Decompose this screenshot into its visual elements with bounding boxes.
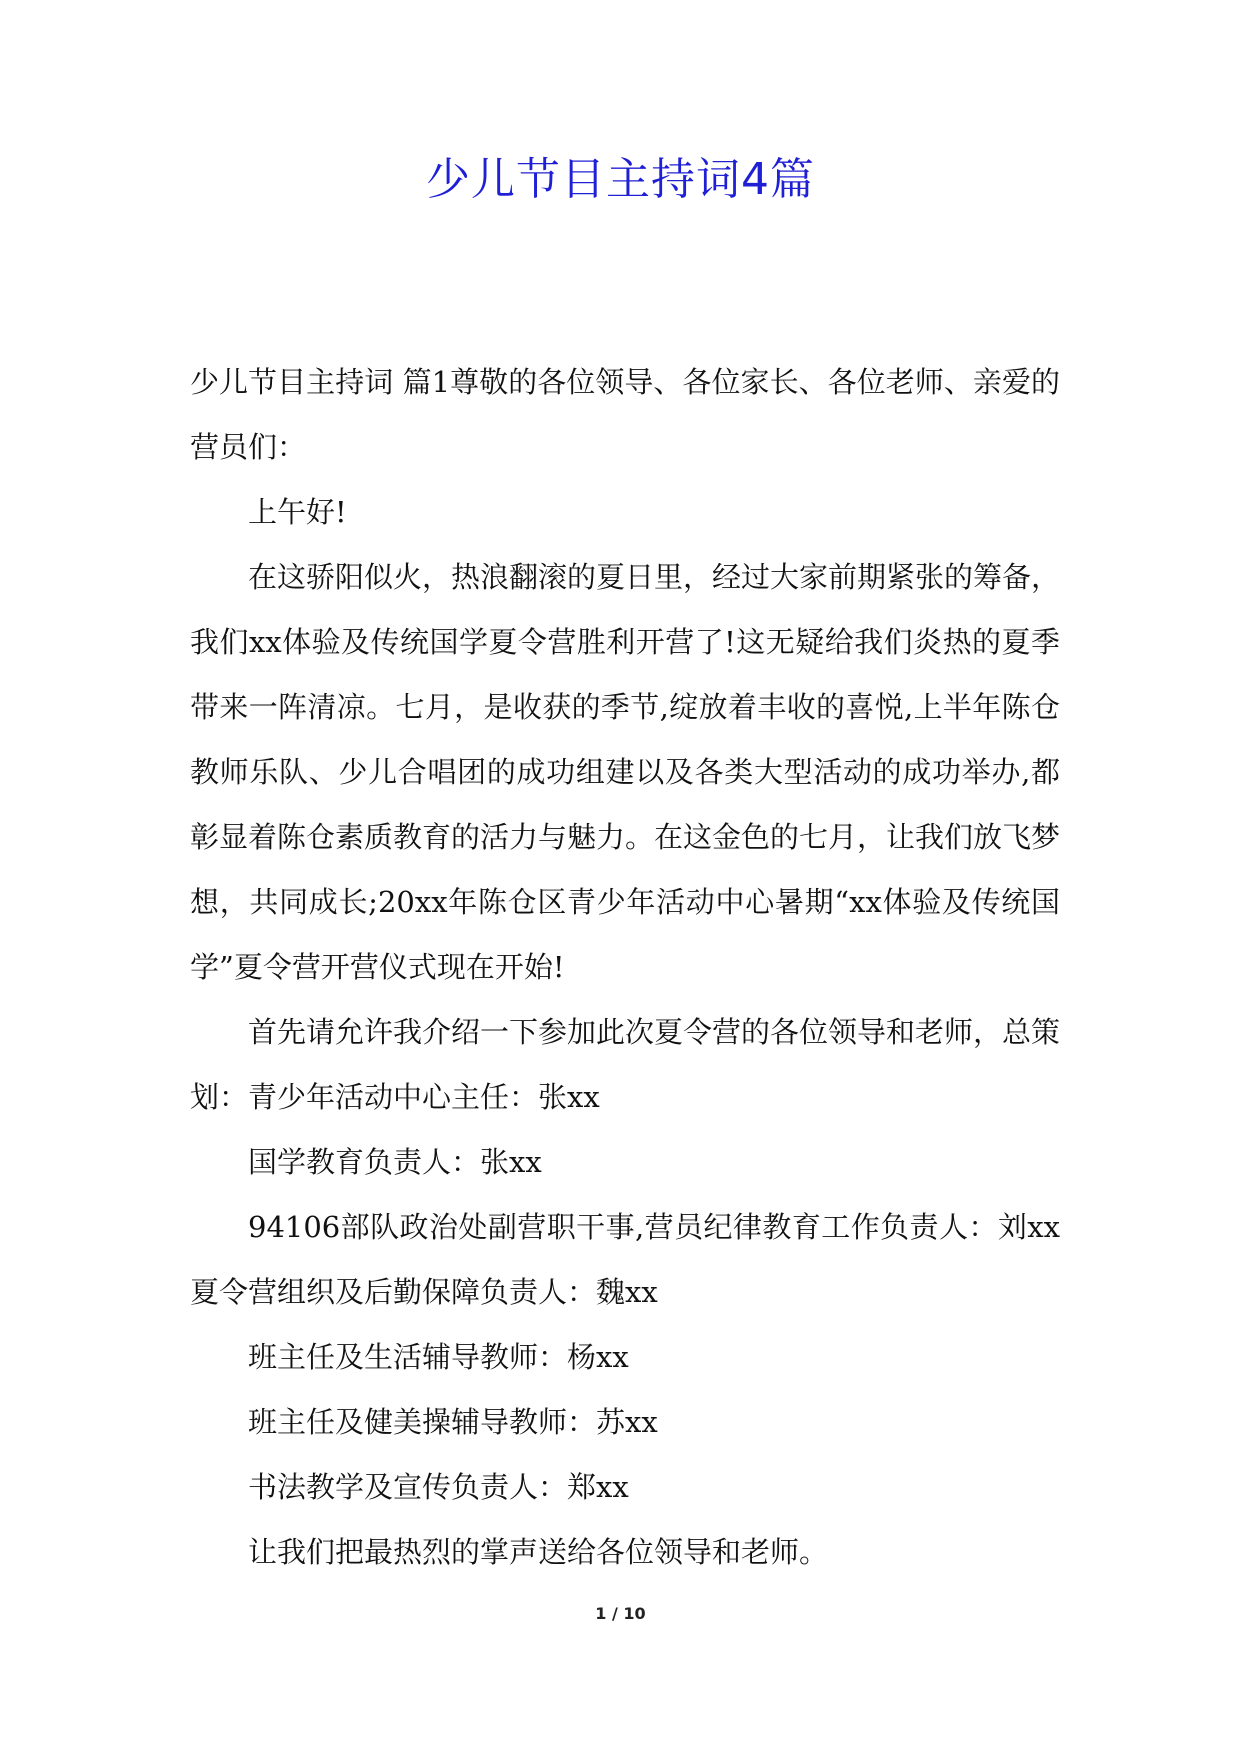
paragraph-8: 班主任及健美操辅导教师：苏xx [248,1405,658,1439]
paragraph-5: 国学教育负责人：张xx [248,1145,542,1179]
paragraph-9: 书法教学及宣传负责人：郑xx [248,1470,629,1504]
page-number: 1 / 10 [595,1604,646,1623]
document-title: 少儿节目主持词4篇 [426,154,815,205]
paragraph-1: 少儿节目主持词 篇1尊敬的各位领导、各位家长、各位老师、亲爱的营员们： [190,365,1060,464]
paragraph-3: 在这骄阳似火，热浪翻滚的夏日里，经过大家前期紧张的筹备，我们xx体验及传统国学夏令营胜利开营了!这无疑给我们炎热的夏季带来一阵清凉。七月，是收获的季节,绽放着丰收的喜悦,上半年陈仓教师乐队、少儿合唱团的成功组建以及各类大型活动的成功举办,都彰显着陈仓素质教育的活力与魅力。在这金色的七月，让我们放飞梦想，共同成长;20xx年陈仓区青少年活动中心暑期“xx体验及传统国学”夏令营开营仪式现在开始! [190,560,1061,984]
paragraph-7: 班主任及生活辅导教师：杨xx [248,1340,629,1374]
paragraph-10: 让我们把最热烈的掌声送给各位领导和老师。 [248,1535,829,1569]
document-body [190,350,1060,1585]
paragraph-6: 94106部队政治处副营职干事,营员纪律教育工作负责人：刘xx夏令营组织及后勤保障负责人：魏xx [190,1210,1060,1309]
paragraph-2: 上午好! [248,495,347,529]
paragraph-4: 首先请允许我介绍一下参加此次夏令营的各位领导和老师，总策划：青少年活动中心主任：张xx [190,1015,1061,1114]
